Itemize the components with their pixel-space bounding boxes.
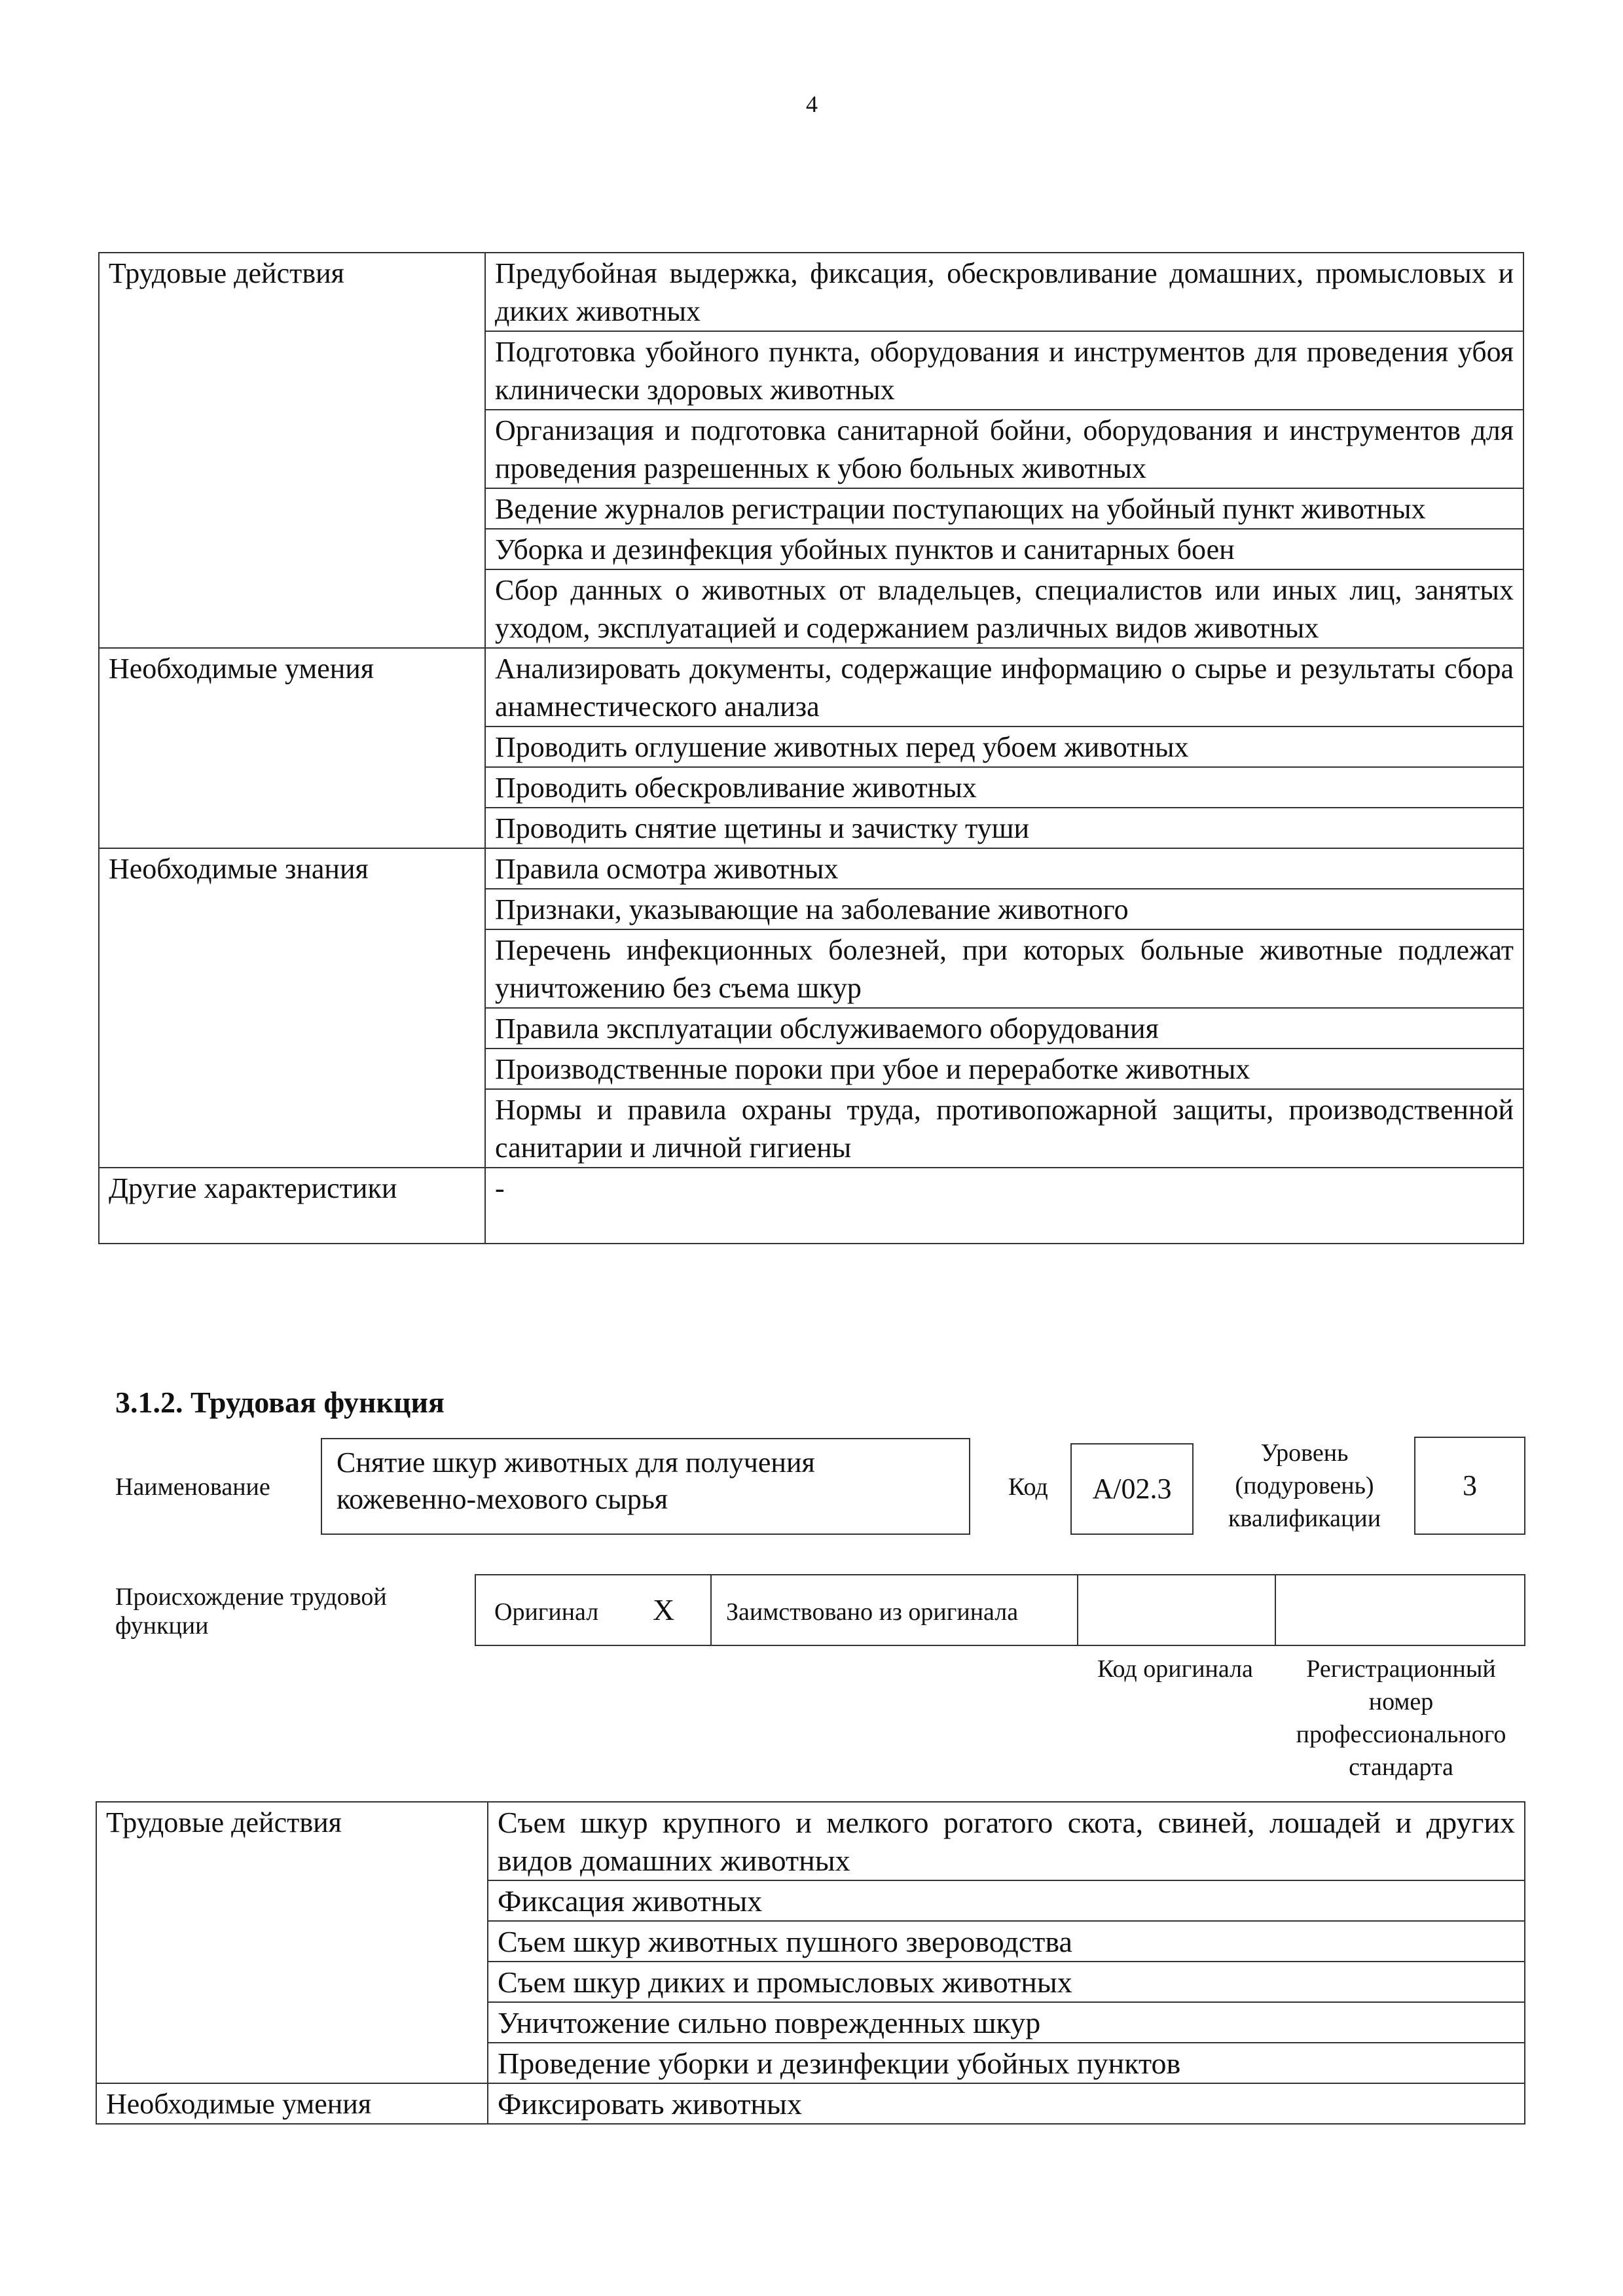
table-cell: Проведение уборки и дезинфекции убойных пунктов [488, 2043, 1525, 2083]
original-code-cell [1078, 1575, 1276, 1645]
original-mark: X [653, 1593, 675, 1626]
function-name-box: Снятие шкур животных для получения кожевенно-мехового сырья [321, 1438, 970, 1535]
table-row [99, 1168, 1523, 1244]
table-cell: Признаки, указывающие на заболевание животного [485, 889, 1523, 929]
row-label-labor-actions: Трудовые действия [96, 1802, 488, 2083]
table-cell: Производственные пороки при убое и переработке животных [485, 1049, 1523, 1089]
row-label-labor-actions: Трудовые действия [99, 253, 485, 648]
table-cell: Сбор данных о животных от владельцев, специалистов или иных лиц, занятых уходом, эксплуатацией и содержанием различных видов животных [485, 569, 1523, 648]
origin-box [475, 1574, 1525, 1646]
row-label-required-knowledge: Необходимые знания [99, 848, 485, 1168]
borrowed-cell [712, 1575, 1078, 1645]
table-cell: Перечень инфекционных болезней, при которых больные животные подлежат уничтожению без съема шкур [485, 929, 1523, 1008]
qualification-level-label: Уровень (подуровень) квалификации [1228, 1439, 1381, 1532]
name-label: Наименование [115, 1473, 270, 1501]
original-cell [476, 1575, 712, 1645]
qualification-level-box: 3 [1414, 1437, 1525, 1535]
row-label-required-skills: Необходимые умения [99, 648, 485, 848]
table-cell: Подготовка убойного пункта, оборудования и инструментов для проведения убоя клинически здоровых животных [485, 331, 1523, 410]
table-cell: Фиксация животных [488, 1880, 1525, 1921]
table-cell: Ведение журналов регистрации поступающих на убойный пункт животных [485, 488, 1523, 529]
labor-function-table-2 [96, 1801, 1525, 2125]
page-number: 4 [806, 91, 818, 117]
section-title: 3.1.2. Трудовая функция [115, 1386, 445, 1419]
table-cell: - [485, 1168, 1523, 1244]
original-label: Оригинал [494, 1598, 599, 1626]
table-cell: Анализировать документы, содержащие информацию о сырье и результаты сбора анамнестического анализа [485, 648, 1523, 726]
table-cell: Предубойная выдержка, фиксация, обескровливание домашних, промысловых и диких животных [485, 253, 1523, 331]
table-row [96, 2083, 1525, 2124]
table-cell: Съем шкур животных пушного звероводства [488, 1921, 1525, 1962]
row-label-required-skills: Необходимые умения [96, 2083, 488, 2124]
registration-number-cell [1276, 1575, 1524, 1645]
table-row [99, 253, 1523, 331]
table-row [96, 1802, 1525, 1880]
table-cell: Организация и подготовка санитарной бойни, оборудования и инструментов для проведения разрешенных к убою больных животных [485, 410, 1523, 488]
table-cell: Проводить обескровливание животных [485, 767, 1523, 808]
code-label: Код [1008, 1473, 1048, 1501]
origin-label: Происхождение трудовой функции [115, 1583, 387, 1640]
table-cell: Съем шкур крупного и мелкого рогатого скота, свиней, лошадей и других видов домашних животных [488, 1802, 1525, 1880]
table-cell: Уборка и дезинфекция убойных пунктов и санитарных боен [485, 529, 1523, 569]
table-cell: Съем шкур диких и промысловых животных [488, 1962, 1525, 2002]
labor-function-table-1 [98, 252, 1524, 1244]
table-cell: Правила осмотра животных [485, 848, 1523, 889]
table-cell: Нормы и правила охраны труда, противопожарной защиты, производственной санитарии и личной гигиены [485, 1089, 1523, 1168]
table-cell: Проводить снятие щетины и зачистку туши [485, 808, 1523, 848]
table-row [99, 648, 1523, 726]
table-cell: Уничтожение сильно поврежденных шкур [488, 2002, 1525, 2043]
table-row [99, 848, 1523, 889]
table-cell: Проводить оглушение животных перед убоем животных [485, 726, 1523, 767]
row-label-other-characteristics: Другие характеристики [99, 1168, 485, 1244]
borrowed-label: Заимствовано из оригинала [726, 1598, 1019, 1626]
original-code-caption: Код оригинала [1097, 1655, 1253, 1683]
registration-number-caption: Регистрационный номер профессионального стандарта [1296, 1655, 1506, 1781]
table-cell: Правила эксплуатации обслуживаемого оборудования [485, 1008, 1523, 1049]
code-value-box: A/02.3 [1070, 1443, 1194, 1535]
table-cell: Фиксировать животных [488, 2083, 1525, 2124]
